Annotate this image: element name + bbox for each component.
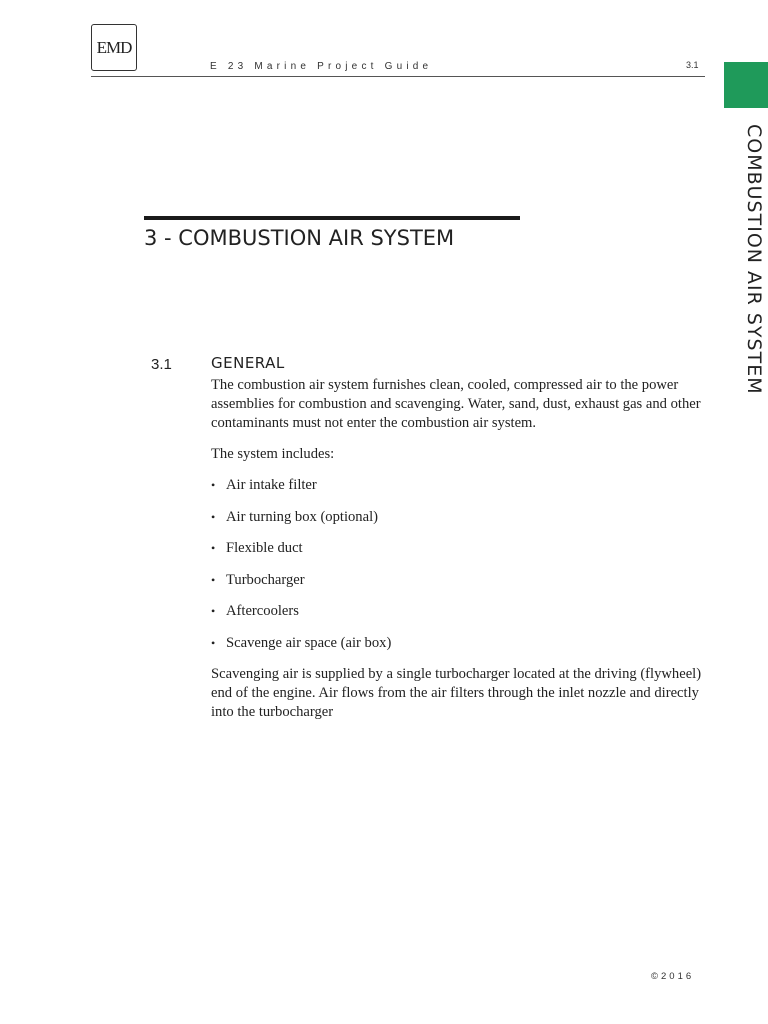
chapter-title-rule — [144, 216, 520, 220]
list-item: • Flexible duct — [211, 539, 706, 558]
section-title: GENERAL — [211, 354, 285, 372]
system-components-list — [211, 476, 706, 653]
side-chapter-title: COMBUSTION AIR SYSTEM — [743, 124, 765, 395]
section-body — [211, 376, 706, 722]
chapter-tab-marker — [724, 62, 768, 108]
header-divider — [91, 76, 705, 77]
closing-paragraph: Scavenging air is supplied by a single turbocharger located at the driving (flywheel) end of the engine. Air flows from the air filters through the inlet nozzle and directly into the turbocharger — [211, 665, 702, 720]
logo-text: EMD — [96, 37, 132, 57]
list-item: • Scavenge air space (air box) — [211, 634, 706, 653]
document-title: E 23 Marine Project Guide — [210, 61, 433, 72]
emd-logo — [91, 24, 137, 71]
list-item: • Air intake filter — [211, 476, 706, 495]
list-item: • Air turning box (optional) — [211, 508, 706, 527]
intro-paragraph: The combustion air system furnishes clean, cooled, compressed air to the power assemblies for combustion and scavenging. Water, sand, dust, exhaust gas and other contaminants must not enter the combustion air system. — [211, 377, 701, 431]
copyright-notice: ©2016 — [651, 971, 695, 982]
section-number: 3.1 — [151, 356, 172, 373]
list-item: • Turbocharger — [211, 571, 706, 590]
list-intro: The system includes: — [211, 446, 335, 462]
chapter-title: 3 - COMBUSTION AIR SYSTEM — [144, 226, 455, 250]
page-number: 3.1 — [686, 60, 699, 70]
list-item: • Aftercoolers — [211, 602, 706, 621]
